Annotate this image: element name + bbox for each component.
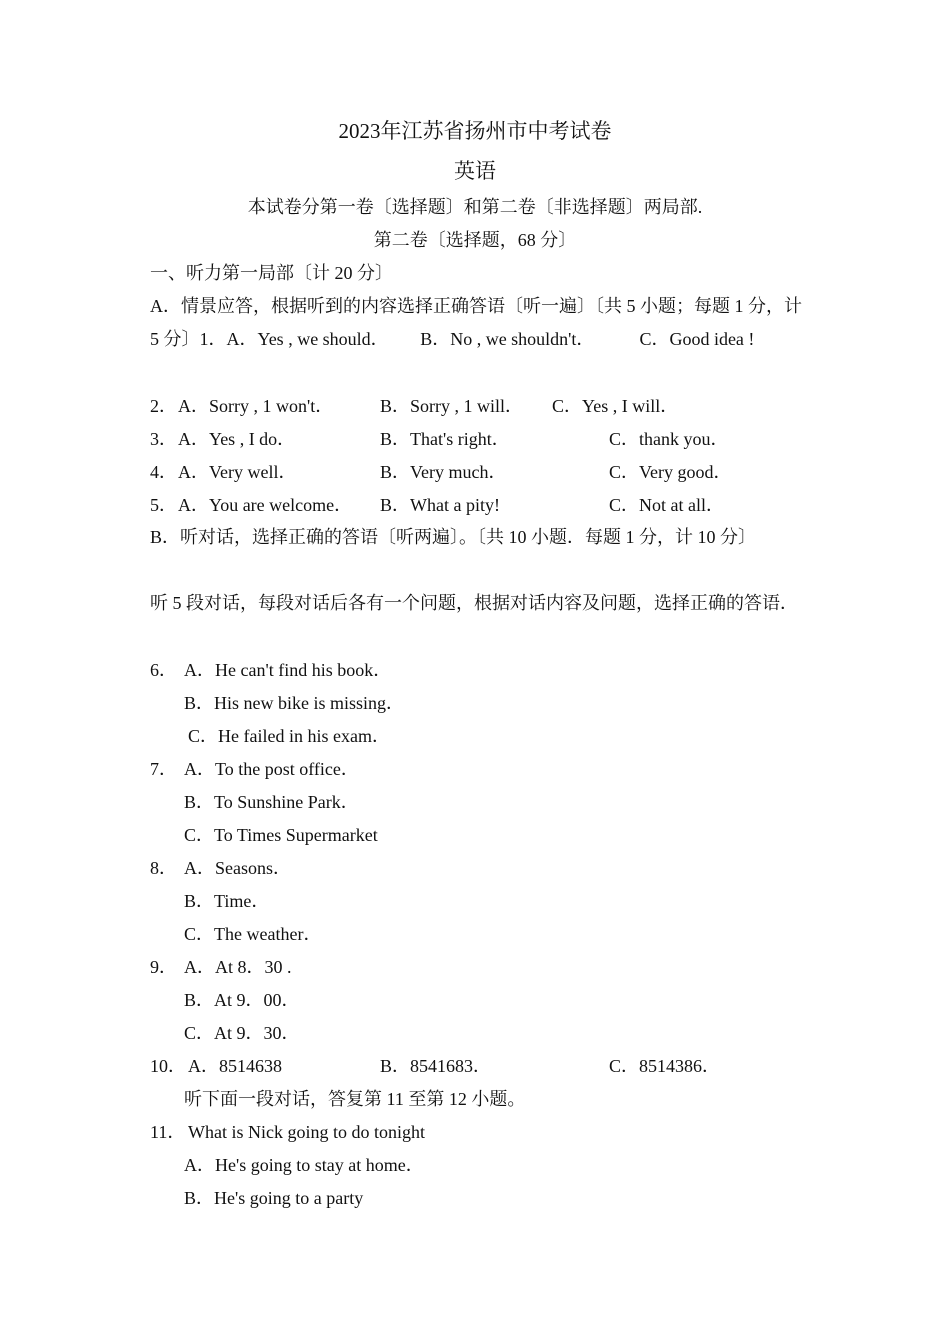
option-b: B．At 9．00． bbox=[184, 990, 300, 1010]
option-c: C．8514386． bbox=[609, 1056, 721, 1076]
option-b: B．No , we shouldn't． bbox=[420, 329, 595, 349]
option-b: B．To Sunshine Park． bbox=[184, 792, 359, 812]
option-a: A．8514638 bbox=[188, 1056, 282, 1076]
option-c: C．thank you． bbox=[609, 429, 729, 449]
option-b: B．He's going to a party bbox=[184, 1188, 364, 1208]
option-a: A．Yes , we should． bbox=[226, 329, 389, 349]
section-heading: 一、听力第一局部〔计 20 分〕 bbox=[150, 263, 393, 283]
question-number: 5． bbox=[150, 495, 177, 515]
option-c: C．To Times Supermarket bbox=[184, 825, 378, 845]
question-number: 10． bbox=[150, 1056, 186, 1076]
option-b: B．What a pity! bbox=[380, 495, 500, 515]
question-number: 9． bbox=[150, 957, 177, 977]
option-a: A．Very well． bbox=[178, 462, 297, 482]
question-number: 2． bbox=[150, 396, 177, 416]
option-c: C．The weather． bbox=[184, 924, 322, 944]
option-a: A．He can't find his book． bbox=[184, 660, 392, 680]
option-b: B．His new bike is missing． bbox=[184, 693, 405, 713]
question-number: 1． bbox=[199, 329, 227, 349]
option-a: A．He's going to stay at home． bbox=[184, 1155, 424, 1175]
option-c: C．Not at all． bbox=[609, 495, 724, 515]
question-number: 7． bbox=[150, 759, 177, 779]
option-b: B．Time． bbox=[184, 891, 270, 911]
part-a-block bbox=[150, 290, 802, 356]
option-a: A．At 8．30 . bbox=[184, 957, 292, 977]
part-a-instruction: A．情景应答，根据听到的内容选择正确答语〔听一遍〕〔共 5 小题；每题 1 分，计 5 分〕 bbox=[150, 296, 802, 349]
paper-intro: 本试卷分第一卷〔选择题〕和第二卷〔非选择题〕两局部. bbox=[247, 197, 703, 217]
question-number: 3． bbox=[150, 429, 177, 449]
question-number: 4． bbox=[150, 462, 177, 482]
subject-title: 英语 bbox=[454, 159, 496, 183]
question-number: 8． bbox=[150, 858, 177, 878]
question-number: 6． bbox=[150, 660, 177, 680]
dialog-note: 听下面一段对话，答复第 11 至第 12 小题。 bbox=[184, 1089, 526, 1109]
option-c: C．Yes , I will． bbox=[552, 396, 679, 416]
exam-title: 2023年江苏省扬州市中考试卷 bbox=[338, 119, 612, 143]
part-b-instruction: B．听对话，选择正确的答语〔听两遍〕。〔共 10 小题．每题 1 分，计 10 分〕 bbox=[150, 527, 757, 547]
option-b: B．Sorry , 1 will． bbox=[380, 396, 524, 416]
option-b: B．That's right． bbox=[380, 429, 510, 449]
option-b: B．8541683． bbox=[380, 1056, 492, 1076]
question-number: 11． bbox=[150, 1122, 186, 1142]
option-a: A．You are welcome． bbox=[178, 495, 353, 515]
question-stem: What is Nick going to do tonight bbox=[188, 1122, 425, 1142]
part-b-sub-instruction: 听 5 段对话，每段对话后各有一个问题，根据对话内容及问题，选择正确的答语． bbox=[150, 593, 798, 613]
option-a: A．Yes , I do． bbox=[178, 429, 296, 449]
option-a: A．Sorry , 1 won't． bbox=[178, 396, 334, 416]
volume-heading: 第二卷〔选择题，68 分〕 bbox=[373, 230, 577, 250]
option-c: C．Very good． bbox=[609, 462, 732, 482]
option-b: B．Very much． bbox=[380, 462, 507, 482]
option-c: C．Good idea ! bbox=[639, 329, 755, 349]
option-a: A．Seasons． bbox=[184, 858, 291, 878]
option-c: C．At 9．30． bbox=[184, 1023, 300, 1043]
option-c: C．He failed in his exam． bbox=[188, 726, 390, 746]
option-a: A．To the post office． bbox=[184, 759, 359, 779]
